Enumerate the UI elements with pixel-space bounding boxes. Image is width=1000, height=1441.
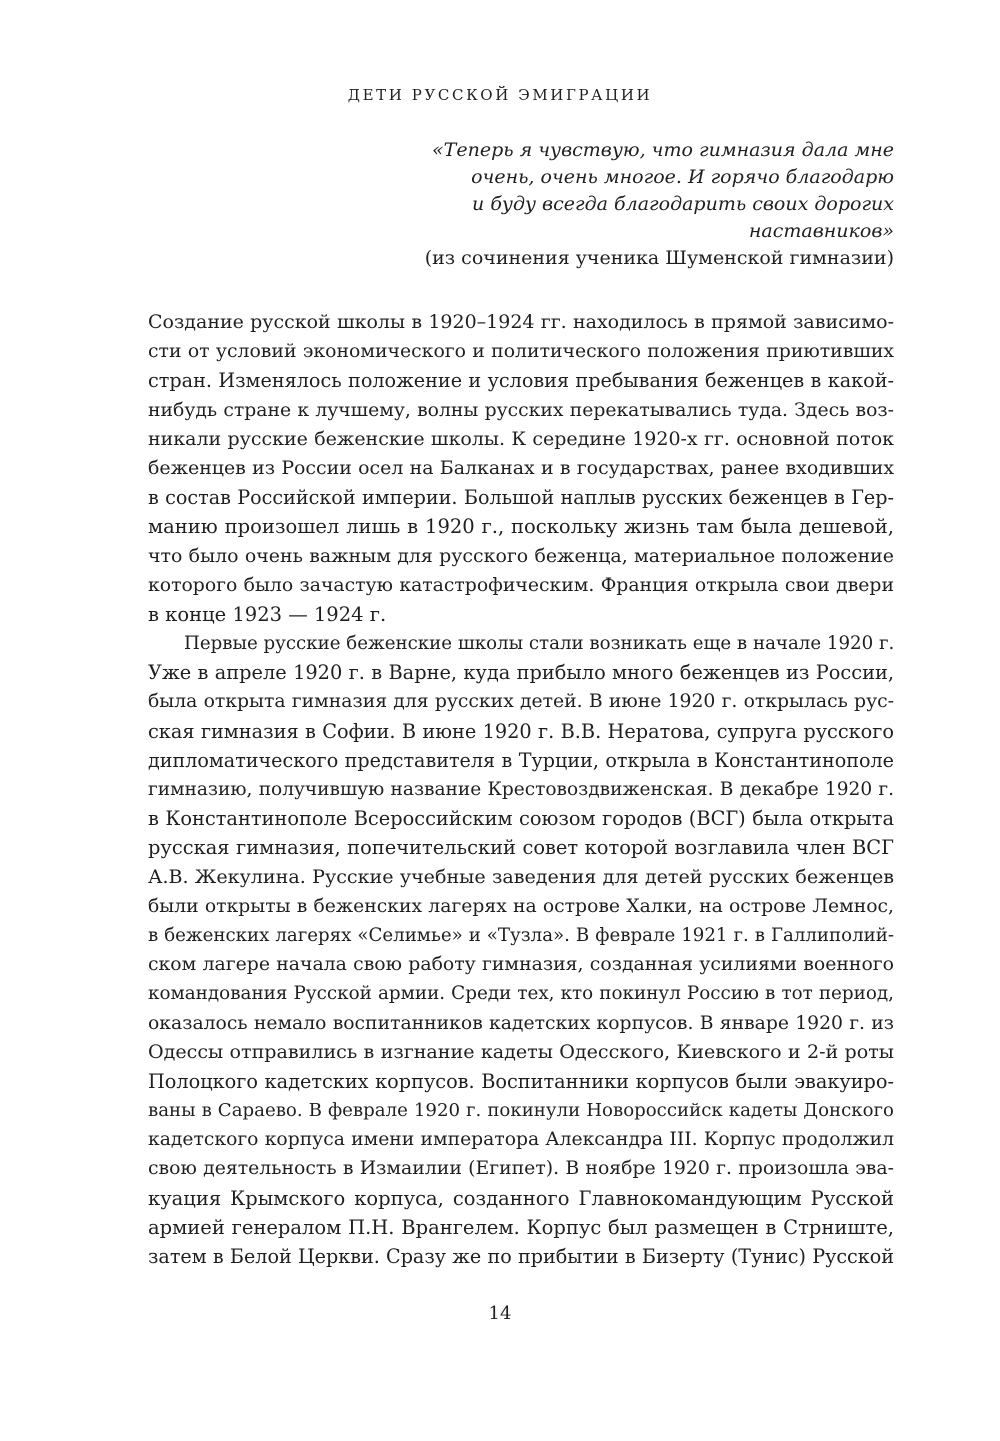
text-line: были открыты в беженских лагерях на острове Халки, на острове Лемнос, <box>148 895 894 917</box>
text-line: гимназию, получившую название Крестовоздвиженская. В декабре 1920 г. <box>148 779 894 800</box>
text-line: Одессы отправились в изгнание кадеты Одесского, Киевского и 2-й роты <box>148 1040 894 1063</box>
epigraph-quote-line: наставников» <box>748 220 894 242</box>
text-line: в беженских лагерях «Селимье» и «Тузла». В феврале 1921 г. в Галлиполий- <box>148 924 894 946</box>
text-line: свою деятельность в Измаилии (Египет). В ноябре 1920 г. произошла эва- <box>148 1158 894 1180</box>
page-number: 14 <box>488 1303 512 1324</box>
epigraph-quote-line: очень, очень многое. И горячо благодарю <box>471 166 894 188</box>
paragraph <box>148 629 894 1271</box>
body-text <box>148 308 894 1271</box>
text-line: в Константинополе Всероссийским союзом городов (ВСГ) была открыта <box>148 807 894 831</box>
epigraph-quote-line: и буду всегда благодарить своих дорогих <box>472 193 894 215</box>
paragraph <box>148 308 894 629</box>
text-line: сти от условий экономического и политического положения приютивших <box>148 341 894 363</box>
text-line: армией генералом П.Н. Врангелем. Корпус был размещен в Стрниште, <box>148 1215 894 1239</box>
text-line: дипломатического представителя в Турции, открыла в Константинополе <box>148 748 894 772</box>
text-line: Полоцкого кадетских корпусов. Воспитанники корпусов были эвакуиро- <box>148 1069 894 1093</box>
text-line: стран. Изменялось положение и условия пребывания беженцев в какой- <box>148 369 894 393</box>
epigraph-source: (из сочинения ученика Шуменской гимназии) <box>424 247 894 269</box>
text-line: которого было зачастую катастрофическим. Франция открыла свои двери <box>148 574 894 596</box>
running-head: ДЕТИ РУССКОЙ ЭМИГРАЦИИ <box>347 86 653 104</box>
text-line: Создание русской школы в 1920–1924 гг. находилось в прямой зависимо- <box>148 311 894 333</box>
epigraph-quote-line: «Теперь я чувствую, что гимназия дала мне <box>432 139 894 161</box>
text-line: ваны в Сараево. В феврале 1920 г. покинули Новороссийск кадеты Донского <box>148 1100 894 1122</box>
text-line: манию произошел лишь в 1920 г., поскольку жизнь там была дешевой, <box>148 515 894 539</box>
text-line: А.В. Жекулина. Русские учебные заведения для детей русских беженцев <box>148 865 894 888</box>
text-line: беженцев из России осел на Балканах и в государствах, ранее входивших <box>148 456 894 479</box>
text-line: командования Русской армии. Среди тех, кто покинул Россию в тот период, <box>148 983 894 1005</box>
text-line: Уже в апреле 1920 г. в Варне, куда прибыло много беженцев из России, <box>148 661 894 685</box>
text-line: ская гимназия в Софии. В июне 1920 г. В.В. Нератова, супруга русского <box>148 719 894 743</box>
text-line: затем в Белой Церкви. Сразу же по прибытии в Бизерту (Тунис) Русской <box>148 1245 894 1268</box>
text-line: русская гимназия, попечительский совет которой возглавила член ВСГ <box>148 836 894 860</box>
text-line: ском лагере начала свою работу гимназия, созданная усилиями военного <box>148 954 894 976</box>
text-line: куация Крымского корпуса, созданного Главнокомандующим Русской <box>148 1186 894 1210</box>
text-line: нибудь стране к лучшему, волны русских перекатывались туда. Здесь воз- <box>148 399 894 421</box>
text-line: никали русские беженские школы. К середине 1920-х гг. основной поток <box>148 427 894 450</box>
text-line: кадетского корпуса имени императора Александра III. Корпус продолжил <box>148 1129 894 1151</box>
text-line: в состав Российской империи. Большой наплыв русских беженцев в Гер- <box>148 486 894 510</box>
text-line: была открыта гимназия для русских детей. В июне 1920 г. открылась рус- <box>148 691 894 713</box>
epigraph-quote <box>374 137 894 245</box>
text-line: Первые русские беженские школы стали возникать еще в начале 1920 г. <box>184 633 895 655</box>
text-line: оказалось немало воспитанников кадетских корпусов. В январе 1920 г. из <box>148 1012 894 1034</box>
text-line: в конце 1923 — 1924 г. <box>148 602 387 626</box>
epigraph <box>374 137 894 272</box>
text-line: что было очень важным для русского беженца, материальное положение <box>148 544 894 567</box>
